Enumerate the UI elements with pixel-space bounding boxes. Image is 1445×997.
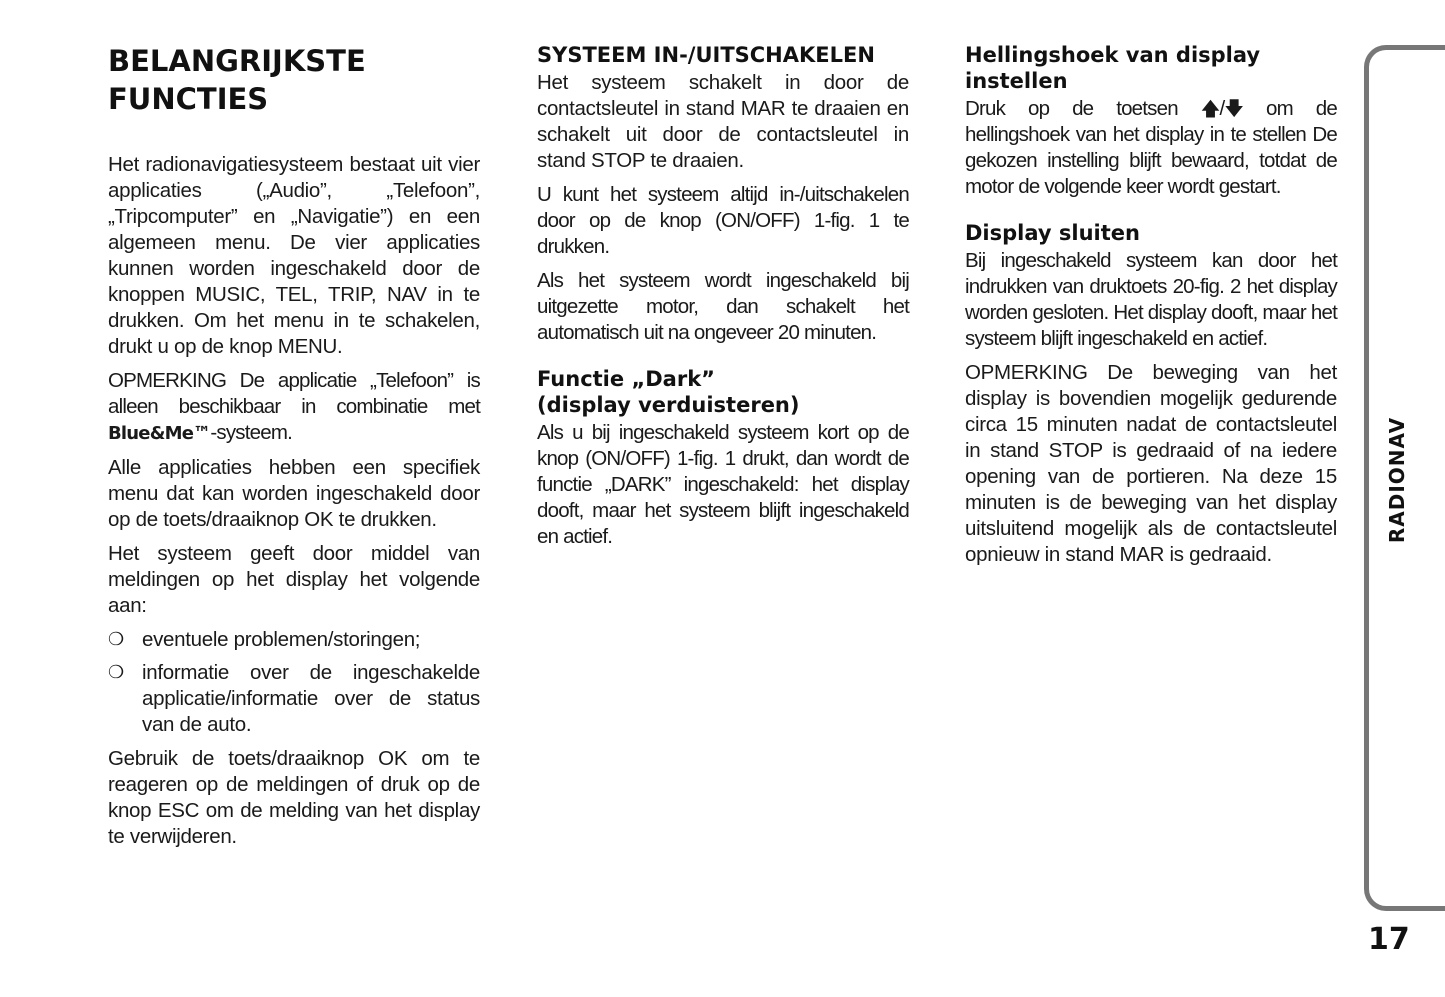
section-tab-label: RADIONAV: [1385, 416, 1409, 544]
list-item: [108, 627, 480, 653]
tilt-heading-line1: Hellingshoek van display: [965, 43, 1261, 67]
tilt-suffix: om de hellingshoek van het display in te stellen De gekozen instelling blijft bewaard, totdat de motor de volgende keer wordt gestart.: [965, 97, 1338, 198]
column-2: [537, 42, 909, 558]
note-prefix: OPMERKING De applicatie „Telefoon” is alleen beschikbaar in combinatie met: [108, 369, 480, 418]
list-item-text: informatie over de ingeschakelde applicatie/informatie over de status van de auto.: [142, 661, 480, 736]
list-item: [108, 660, 480, 738]
column-1: [108, 42, 480, 858]
arrow-down-icon: 🡇: [1224, 98, 1244, 120]
onoff-button-paragraph: U kunt het systeem altijd in-/uitschakelen door op de knop (ON/OFF) 1-fig. 1 te drukken.: [537, 183, 909, 258]
display-motion-note: OPMERKING De beweging van het display is bovendien mogelijk gedurende circa 15 minuten nadat de contactsleutel in stand STOP is gedraaid of na iedere opening van de portieren. Na deze 15 minuten is de beweging van het display uitsluitend mogelijk als de contactsleutel opnieuw in stand MAR is gedraaid.: [965, 361, 1337, 566]
tilt-paragraph: [965, 96, 1337, 200]
page-number: 17: [1368, 922, 1410, 957]
dark-function-heading: [537, 366, 909, 418]
page-title-line1: BELANGRIJKSTE: [108, 44, 366, 78]
dark-paragraph: Als u bij ingeschakeld systeem kort op de knop (ON/OFF) 1-fig. 1 drukt, dan wordt de functie „DARK” ingeschakeld: het display dooft, maar het systeem blijft ingeschakeld en actief.: [537, 421, 909, 548]
arrow-up-icon: 🡅: [1200, 98, 1220, 120]
ok-esc-paragraph: Gebruik de toets/draaiknop OK om te reageren op de meldingen of druk op de knop ESC om de melding van het display te verwijderen.: [108, 747, 480, 848]
arrow-slash: /: [1219, 97, 1225, 120]
system-onoff-heading: SYSTEEM IN-/UITSCHAKELEN: [537, 43, 875, 67]
display-close-paragraph: Bij ingeschakeld systeem kan door het indrukken van druktoets 20-fig. 2 het display worden gesloten. Het display dooft, maar het systeem blijft ingeschakeld en actief.: [965, 249, 1337, 350]
dark-heading-line2: (display verduisteren): [537, 393, 800, 417]
auto-off-paragraph: Als het systeem wordt ingeschakeld bij uitgezette motor, dan schakelt het automatisch uit na ongeveer 20 minuten.: [537, 269, 909, 344]
messages-paragraph: Het systeem geeft door middel van meldingen op het display het volgende aan:: [108, 542, 480, 617]
circle-bullet-icon: ❍: [108, 662, 124, 683]
list-item-text: eventuele problemen/storingen;: [142, 628, 421, 651]
display-close-heading: Display sluiten: [965, 221, 1140, 245]
dark-heading-line1: Functie „Dark”: [537, 367, 715, 391]
blue-me-brand: Blue&Me™: [108, 423, 211, 444]
tilt-prefix: Druk op de toetsen: [965, 97, 1201, 120]
telephone-note: [108, 368, 480, 447]
message-list: [108, 627, 480, 738]
circle-bullet-icon: ❍: [108, 629, 124, 650]
page-title: [108, 42, 480, 118]
page-title-line2: FUNCTIES: [108, 82, 269, 116]
note-suffix: -systeem.: [210, 421, 292, 444]
ignition-paragraph: Het systeem schakelt in door de contactsleutel in stand MAR te draaien en schakelt uit door de contactsleutel in stand STOP te draaien.: [537, 71, 909, 172]
column-3: [965, 42, 1337, 576]
menu-paragraph: Alle applicaties hebben een specifiek menu dat kan worden ingeschakeld door op de toets/draaiknop OK te drukken.: [108, 456, 480, 531]
tilt-heading-line2: instellen: [965, 69, 1068, 93]
intro-paragraph: Het radionavigatiesysteem bestaat uit vier applicaties („Audio”, „Telefoon”, „Tripcomputer” en „Navigatie”) en een algemeen menu. De vier applicaties kunnen worden ingeschakeld door de knoppen MUSIC, TEL, TRIP, NAV in te drukken. Om het menu in te schakelen, drukt u op de knop MENU.: [108, 153, 480, 358]
display-tilt-heading: [965, 42, 1337, 94]
